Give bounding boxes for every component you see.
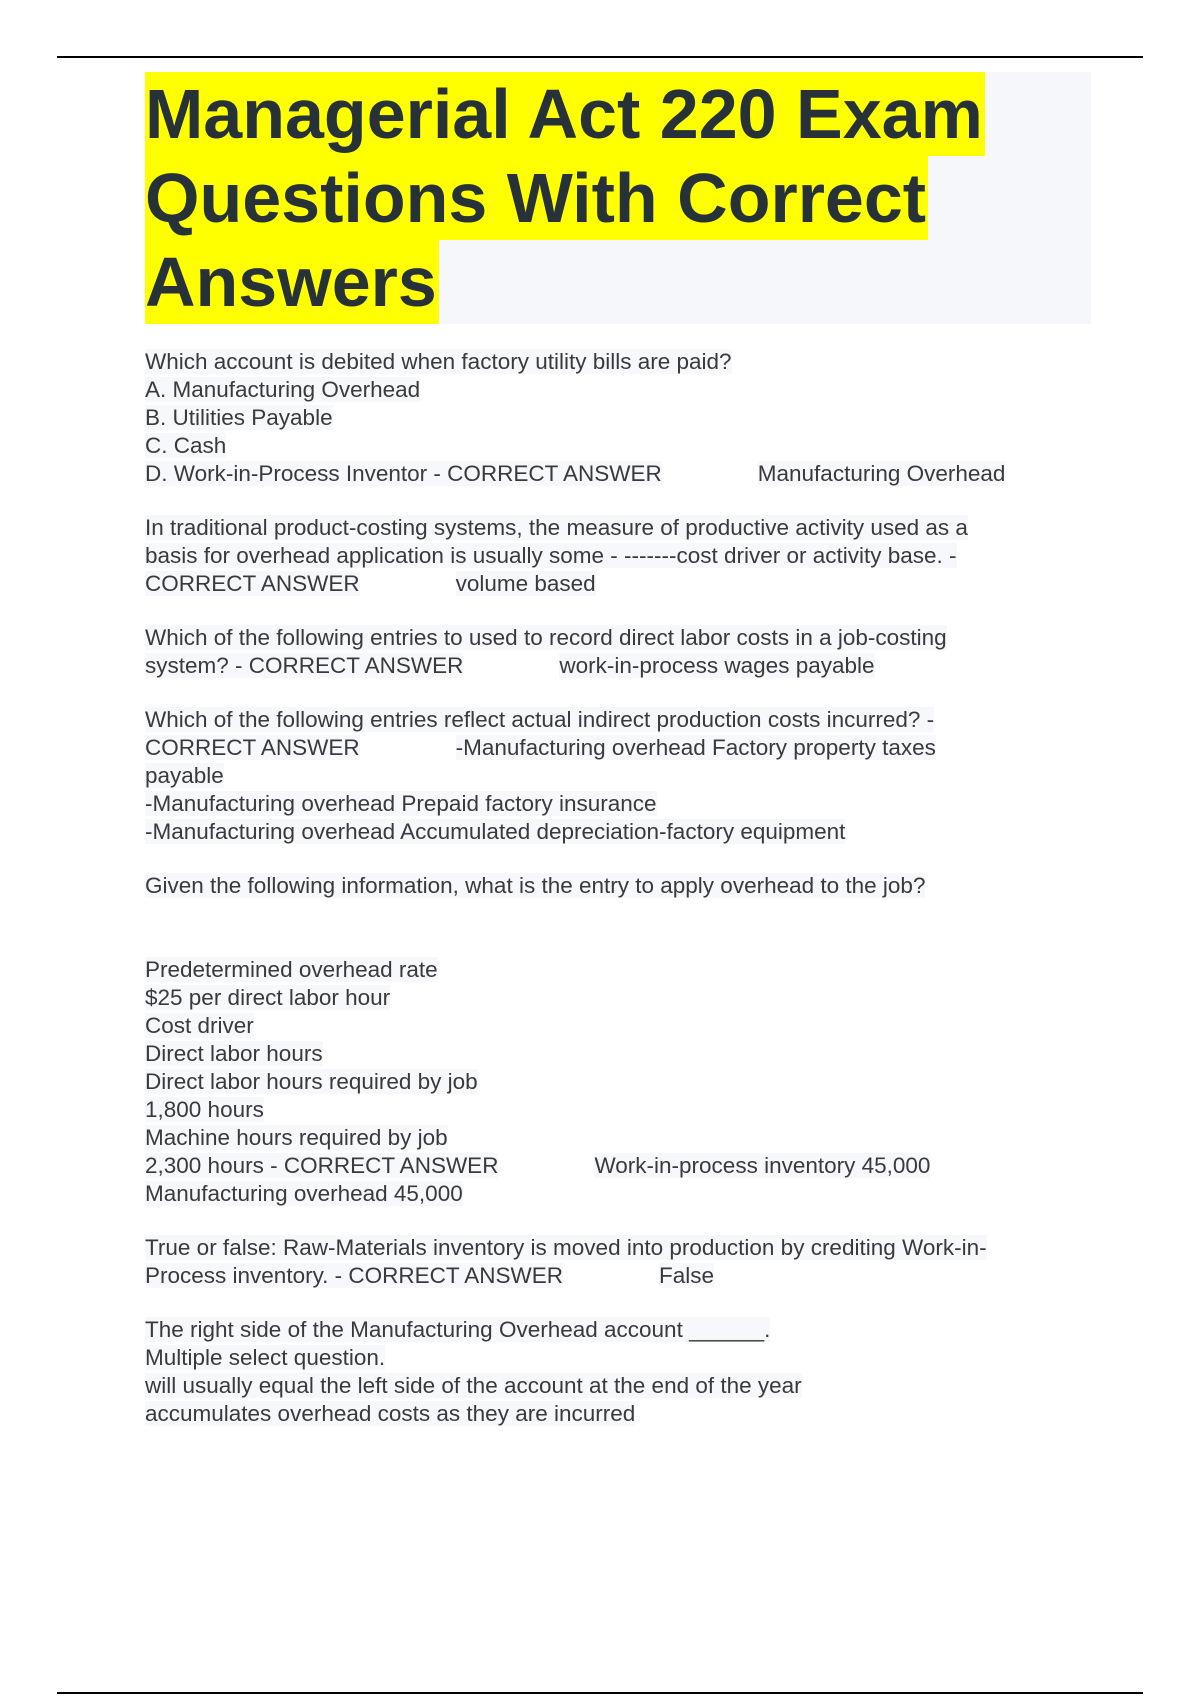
answer-value: Work-in-process inventory 45,000 — [594, 1153, 931, 1178]
question-text: Machine hours required by job — [145, 1125, 448, 1150]
question-text: $25 per direct labor hour — [145, 985, 391, 1010]
question-text: Which of the following entries to used to record direct labor costs in a job-costing — [145, 625, 947, 650]
question-text: In traditional product-costing systems, the measure of productive activity used as a — [145, 515, 968, 540]
qa-item — [145, 1234, 1091, 1290]
title-block — [145, 72, 1091, 324]
question-text: will usually equal the left side of the account at the end of the year — [145, 1373, 802, 1398]
answer-value: Manufacturing Overhead — [757, 461, 1006, 486]
qa-item — [145, 624, 1091, 680]
question-text: accumulates overhead costs as they are incurred — [145, 1401, 636, 1426]
blank-line — [145, 900, 1091, 928]
question-text: Direct labor hours required by job — [145, 1069, 478, 1094]
qa-item — [145, 514, 1091, 598]
question-text: Direct labor hours — [145, 1041, 323, 1066]
title-line-3: Answers — [145, 240, 439, 324]
answer-prefix: 2,300 hours - CORRECT ANSWER — [145, 1153, 499, 1178]
question-text: 1,800 hours — [145, 1097, 264, 1122]
answer-continuation: -Manufacturing overhead Accumulated depreciation-factory equipment — [145, 819, 846, 844]
title-line-1: Managerial Act 220 Exam — [145, 72, 985, 156]
answer-prefix: CORRECT ANSWER — [145, 571, 360, 596]
question-text: The right side of the Manufacturing Overhead account ______. — [145, 1317, 771, 1342]
answer-prefix: system? - CORRECT ANSWER — [145, 653, 464, 678]
answer-value: -Manufacturing overhead Factory property taxes — [455, 735, 936, 760]
blank-line — [145, 928, 1091, 956]
page-title — [145, 72, 1091, 324]
qa-item — [145, 348, 1091, 488]
top-rule — [57, 56, 1143, 58]
answer-value: False — [659, 1263, 715, 1288]
document-body — [145, 348, 1091, 1454]
qa-item — [145, 1316, 1091, 1428]
answer-value: volume based — [455, 571, 596, 596]
qa-item — [145, 872, 1091, 1208]
question-text: True or false: Raw-Materials inventory is moved into production by crediting Work-in- — [145, 1235, 987, 1260]
question-text: Cost driver — [145, 1013, 254, 1038]
answer-continuation: Manufacturing overhead 45,000 — [145, 1181, 463, 1206]
option-text: C. Cash — [145, 433, 227, 458]
option-text: A. Manufacturing Overhead — [145, 377, 421, 402]
qa-item — [145, 706, 1091, 846]
option-text: B. Utilities Payable — [145, 405, 333, 430]
question-text: Predetermined overhead rate — [145, 957, 438, 982]
answer-continuation: -Manufacturing overhead Prepaid factory insurance — [145, 791, 657, 816]
answer-prefix: Process inventory. - CORRECT ANSWER — [145, 1263, 564, 1288]
answer-value: work-in-process wages payable — [559, 653, 875, 678]
title-line-2: Questions With Correct — [145, 156, 928, 240]
answer-continuation: payable — [145, 763, 224, 788]
question-text: Given the following information, what is the entry to apply overhead to the job? — [145, 873, 926, 898]
bottom-rule — [57, 1692, 1143, 1694]
answer-prefix: CORRECT ANSWER — [145, 735, 360, 760]
question-text: Multiple select question. — [145, 1345, 386, 1370]
question-text: Which account is debited when factory utility bills are paid? — [145, 349, 732, 374]
question-text: Which of the following entries reflect actual indirect production costs incurred? - — [145, 707, 935, 732]
question-text: basis for overhead application is usually some - -------cost driver or activity base. - — [145, 543, 957, 568]
answer-prefix: D. Work-in-Process Inventor - CORRECT ANSWER — [145, 461, 662, 486]
